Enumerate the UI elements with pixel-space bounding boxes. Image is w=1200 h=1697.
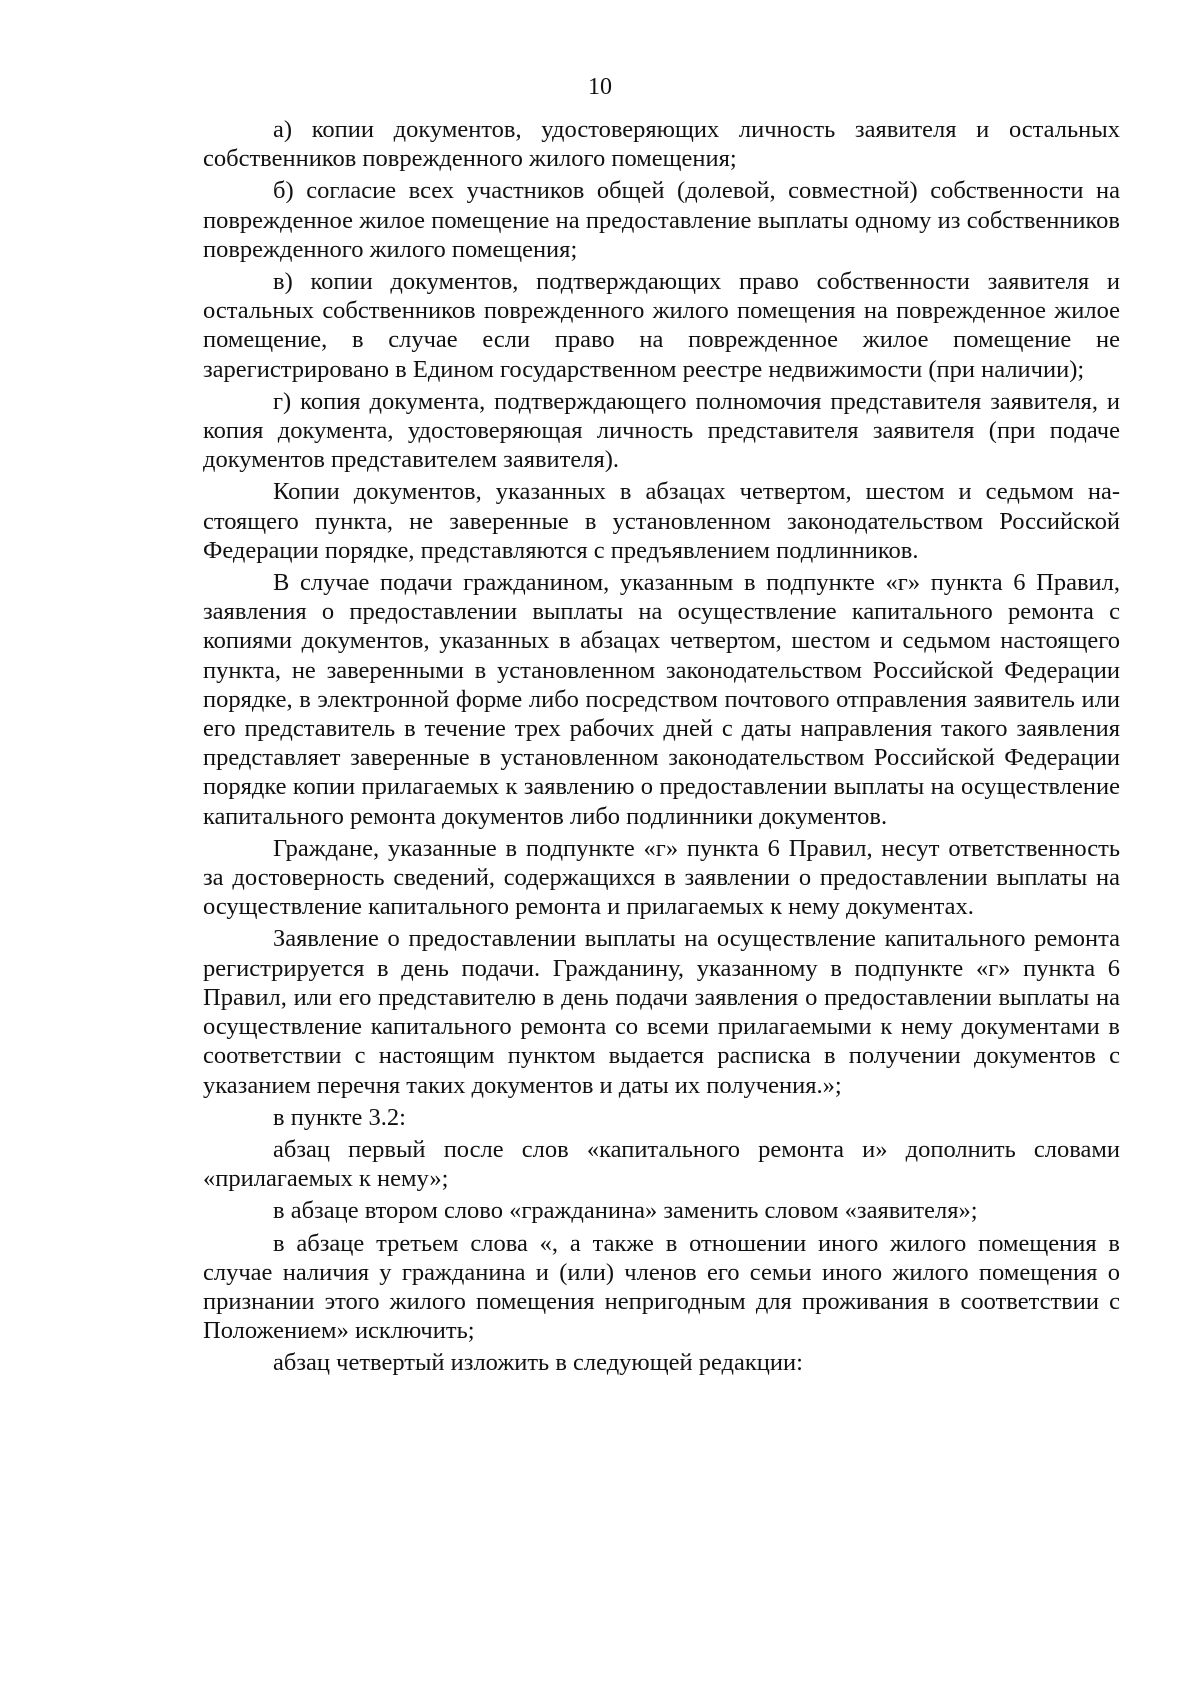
paragraph-copies: Копии документов, указанных в абзацах четвертом, шестом и седьмом настоящего пункта, не заверенные в установленном законодательством Российской Федерации порядке, представляются с предъявлением подлинников. bbox=[203, 478, 1120, 564]
paragraph-submission-case: В случае подачи гражданином, указанным в подпункте «г» пункта 6 Правил, заявления о предоставлении выплаты на осуществление капитального ремонта с копиями документов, указанных в абзацах четвертом, шестом и седьмом настоящего пункта, не заверенными в установленном законодательством Российской Федерации порядке, в электронной форме либо посредством почтового отправления заявитель или его представитель в течение трех рабочих дней с даты направления такого заявления представляет заверенные в установленном законодательством Российской Федерации порядке копии прилагаемых к заявлению о предоставлении выплаты на осуществление капитального ремонта документов либо подлинники документов. bbox=[203, 569, 1120, 830]
paragraph-fourth-abzac: абзац четвертый изложить в следующей редакции: bbox=[273, 1349, 803, 1377]
paragraph-point-3-2: в пункте 3.2: bbox=[273, 1103, 406, 1131]
paragraph-second-abzac: в абзаце втором слово «гражданина» заменить словом «заявителя»; bbox=[273, 1197, 978, 1225]
page-number: 10 bbox=[588, 74, 612, 100]
paragraph-subitem-b: б) согласие всех участников общей (долевой, совместной) собственности на поврежденное жилое помещение на предоставление выплаты одному из собственников поврежденного жилого помещения; bbox=[203, 177, 1120, 263]
paragraph-subitem-v: в) копии документов, подтверждающих право собственности заявителя и остальных собственников поврежденного жилого помещения на поврежденное жилое помещение, в случае если право на поврежденное жилое помещение не зарегистрировано в Едином государственном реестре недвижимости (при наличии); bbox=[203, 268, 1120, 383]
paragraph-responsibility: Граждане, указанные в подпункте «г» пункта 6 Правил, несут ответственность за достоверность сведений, содержащихся в заявлении о предоставлении выплаты на осуществление капитального ремонта и прилагаемых к нему документах. bbox=[203, 834, 1120, 921]
paragraph-registration: Заявление о предоставлении выплаты на осуществление капитального ремонта регистрируется в день подачи. Гражданину, указанному в подпункте «г» пункта 6 Правил, или его представителю в день подачи заявления о предоставлении выплаты на осуществление капитального ремонта со всеми прилагаемыми к нему документами в соответствии с настоящим пунктом выдается расписка в получении документов с указанием перечня таких документов и даты их получения.»; bbox=[203, 925, 1120, 1099]
paragraph-first-abzac: абзац первый после слов «капитального ремонта и» дополнить словами «прилагаемых к нему»; bbox=[203, 1135, 1120, 1193]
paragraph-third-abzac: в абзаце третьем слова «, а также в отношении иного жилого помещения в случае наличия у гражданина и (или) членов его семьи иного жилого помещения о признании этого жилого помещения непригодным для проживания в соответствии с Положением» исключить; bbox=[203, 1229, 1120, 1345]
paragraph-subitem-g: г) копия документа, подтверждающего полномочия представителя заявителя, и копия документа, удостоверяющая личность представителя заявителя (при подаче документов представителем заявителя). bbox=[203, 387, 1120, 474]
document-body bbox=[203, 115, 1120, 1381]
paragraph-subitem-a: а) копии документов, удостоверяющих личность заявителя и остальных собственников поврежденного жилого помещения; bbox=[203, 116, 1120, 173]
